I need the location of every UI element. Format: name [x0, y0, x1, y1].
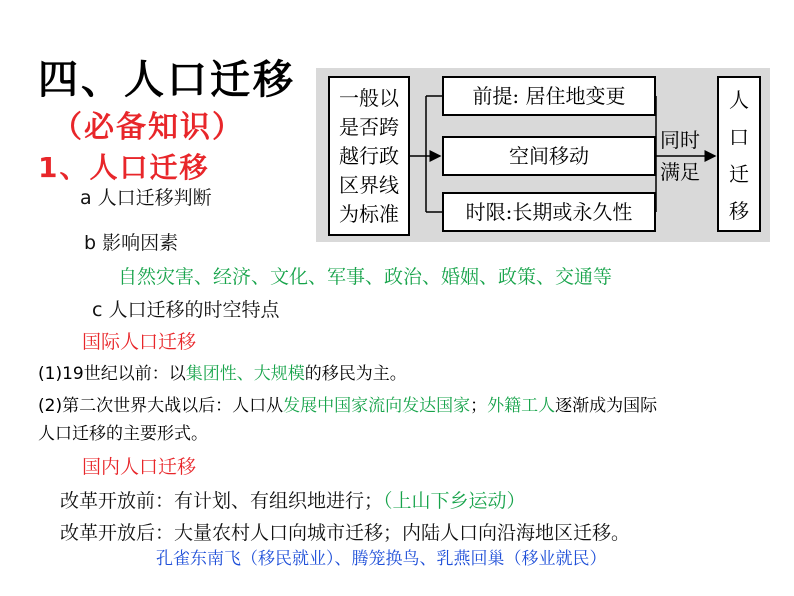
international-point-2-cont: 人口迁移的主要形式。 [38, 424, 208, 444]
item-b: b 影响因素 [84, 232, 179, 254]
text: 逐渐成为国际 [555, 396, 658, 416]
condition-label [660, 124, 700, 188]
text: 改革开放前：有计划、有组织地进行； [60, 490, 384, 512]
criteria-line: 一般以 [339, 86, 399, 110]
international-point-2 [38, 391, 657, 416]
criteria-line: 为标准 [339, 202, 399, 226]
text: (1)19世纪以前：以 [38, 364, 186, 384]
domestic-after-note: 孔雀东南飞（移民就业）、腾笼换鸟、乳燕回巢（移业就民） [156, 549, 607, 569]
section-heading: 1、人口迁移 [38, 151, 210, 184]
condition-line: 满足 [660, 160, 700, 184]
item-c: c 人口迁移的时空特点 [92, 299, 280, 321]
premise-box: 前提: 居住地变更 [442, 76, 656, 116]
factors-list: 自然灾害、经济、文化、军事、政治、婚姻、政策、交通等 [118, 266, 613, 288]
page-title: 四、人口迁移 [38, 56, 296, 103]
text: 的移民为主。 [304, 364, 407, 384]
result-box [717, 76, 761, 232]
domestic-heading: 国内人口迁移 [82, 456, 197, 478]
result-char: 人 [729, 88, 749, 112]
international-heading: 国际人口迁移 [82, 331, 197, 353]
condition-line: 同时 [660, 128, 700, 152]
result-char: 移 [729, 199, 749, 223]
item-a: a 人口迁移判断 [80, 187, 212, 209]
time-limit-box: 时限:长期或永久性 [442, 192, 656, 232]
domestic-after: 改革开放后：大量农村人口向城市迁移；内陆人口向沿海地区迁移。 [60, 522, 631, 544]
subtitle: （必备知识） [52, 110, 244, 145]
domestic-before [60, 486, 526, 513]
highlight: 发展中国家流向发达国家 [283, 396, 471, 416]
result-char: 口 [729, 125, 749, 149]
note: （上山下乡运动） [383, 490, 526, 512]
criteria-line: 越行政 [339, 144, 399, 168]
result-char: 迁 [729, 162, 749, 186]
highlight: 外籍工人 [487, 396, 556, 416]
text: (2)第二次世界大战以后：人口从 [38, 396, 284, 416]
highlight: 集团性、大规模 [185, 364, 305, 384]
criteria-line: 区界线 [339, 173, 399, 197]
criteria-box [328, 76, 410, 236]
movement-box: 空间移动 [442, 136, 656, 176]
criteria-line: 是否跨 [339, 115, 399, 139]
international-point-1 [38, 359, 407, 384]
text: ； [470, 396, 488, 416]
